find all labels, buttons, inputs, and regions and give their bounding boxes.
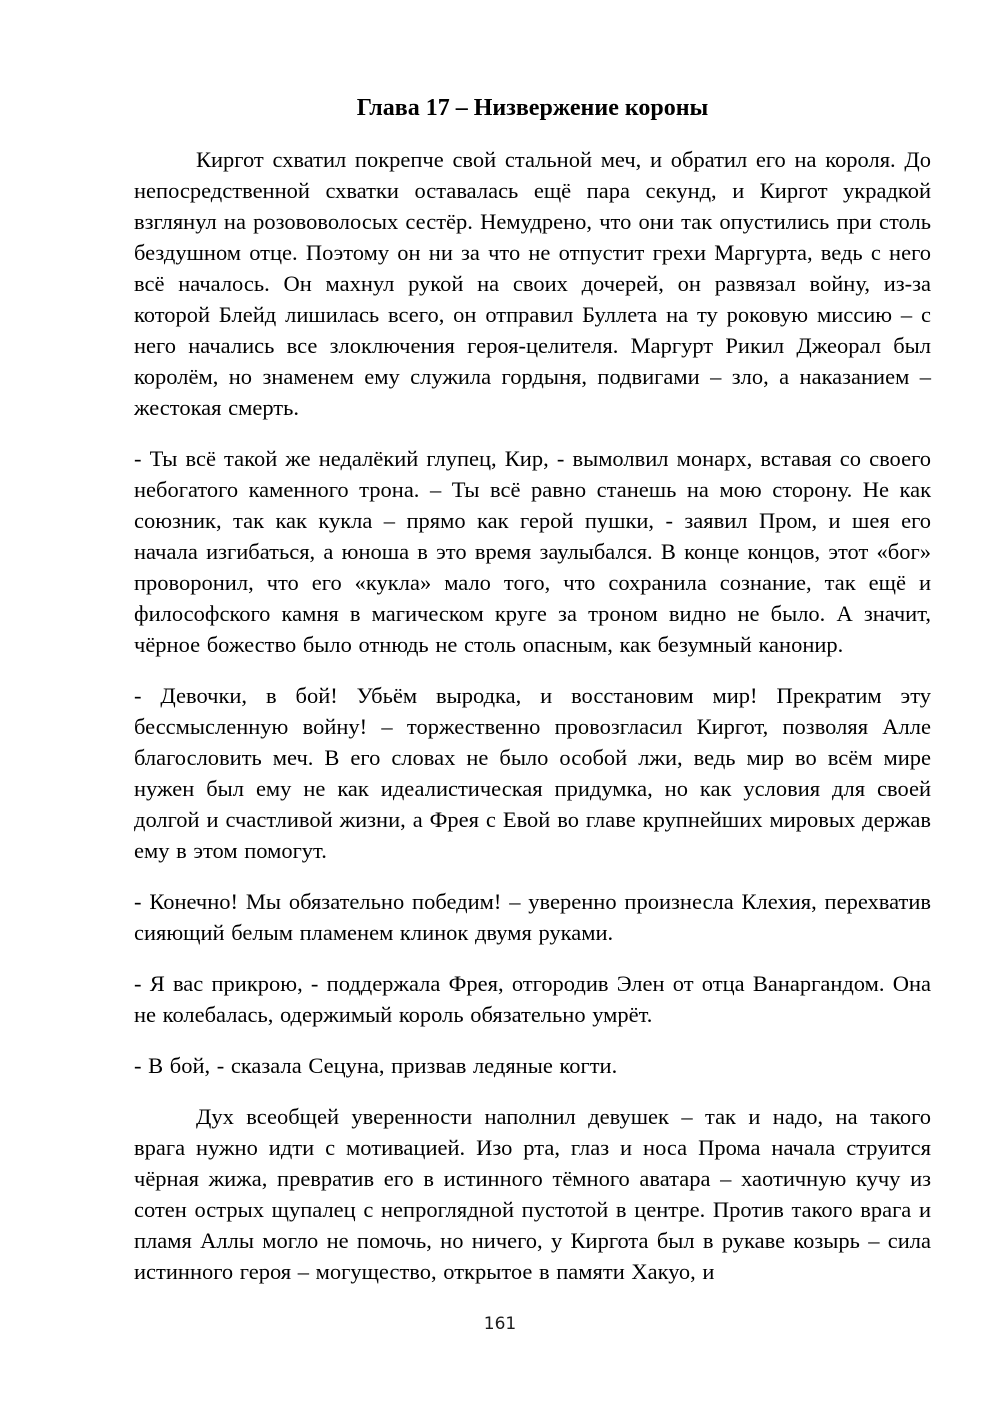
paragraphs-container (134, 144, 931, 1287)
text-block (134, 92, 931, 1307)
chapter-title: Глава 17 – Низвержение короны (356, 95, 709, 121)
paragraph: - В бой, - сказала Сецуна, призвав ледяные когти. (134, 1053, 618, 1078)
paragraph: Киргот схватил покрепче свой стальной меч, и обратил его на короля. До непосредственной схватки оставалась ещё пара секунд, и Киргот украдкой взглянул на розововолосых сестёр. Немудрено, что они так опустились при столь бездушном отце. Поэтому он ни за что не отпустит грехи Маргурта, ведь с него всё началось. Он махнул рукой на своих дочерей, он развязал войну, из-за которой Блейд лишилась всего, он отправил Буллета на ту роковую миссию – с него начались все злоключения героя-целителя. Маргурт Рикил Джеорал был королём, но знаменем ему служила гордыня, подвигами – зло, а наказанием – жестокая смерть. (134, 147, 931, 420)
paragraph: - Ты всё такой же недалёкий глупец, Кир, - вымолвил монарх, вставая со своего небогатого каменного трона. – Ты всё равно станешь на мою сторону. Не как союзник, так как кукла – прямо как герой пушки, - заявил Пром, и шея его начала изгибаться, а юноша в это время заулыбался. В конце концов, этот «бог» проворонил, что его «кукла» мало того, что сохранила сознание, так ещё и философского камня в магическом круге за троном видно не было. А значит, чёрное божество было отнюдь не столь опасным, как безумный канонир. (134, 446, 931, 657)
paragraph: Дух всеобщей уверенности наполнил девушек – так и надо, на такого врага нужно идти с мотивацией. Изо рта, глаз и носа Прома начала струится чёрная жижа, превратив его в истинного тёмного аватара – хаотичную кучу из сотен острых щупалец с непроглядной пустотой в центре. Против такого врага и пламя Аллы могло не помочь, но ничего, у Киргота был в рукаве козырь – сила истинного героя – могущество, открытое в памяти Хакуо, и (134, 1104, 931, 1284)
page-number: 161 (483, 1314, 517, 1334)
paragraph: - Конечно! Мы обязательно победим! – уверенно произнесла Клехия, перехватив сияющий белым пламенем клинок двумя руками. (134, 889, 931, 945)
paragraph: - Девочки, в бой! Убьём выродка, и восстановим мир! Прекратим эту бессмысленную войну! – торжественно провозгласил Киргот, позволяя Алле благословить меч. В его словах не было особой лжи, ведь мир во всём мире нужен был ему не как идеалистическая придумка, но как условия для своей долгой и счастливой жизни, а Фрея с Евой во главе крупнейших мировых держав ему в этом помогут. (134, 683, 931, 863)
paragraph: - Я вас прикрою, - поддержала Фрея, отгородив Элен от отца Ванаргандом. Она не колебалась, одержимый король обязательно умрёт. (134, 971, 931, 1027)
